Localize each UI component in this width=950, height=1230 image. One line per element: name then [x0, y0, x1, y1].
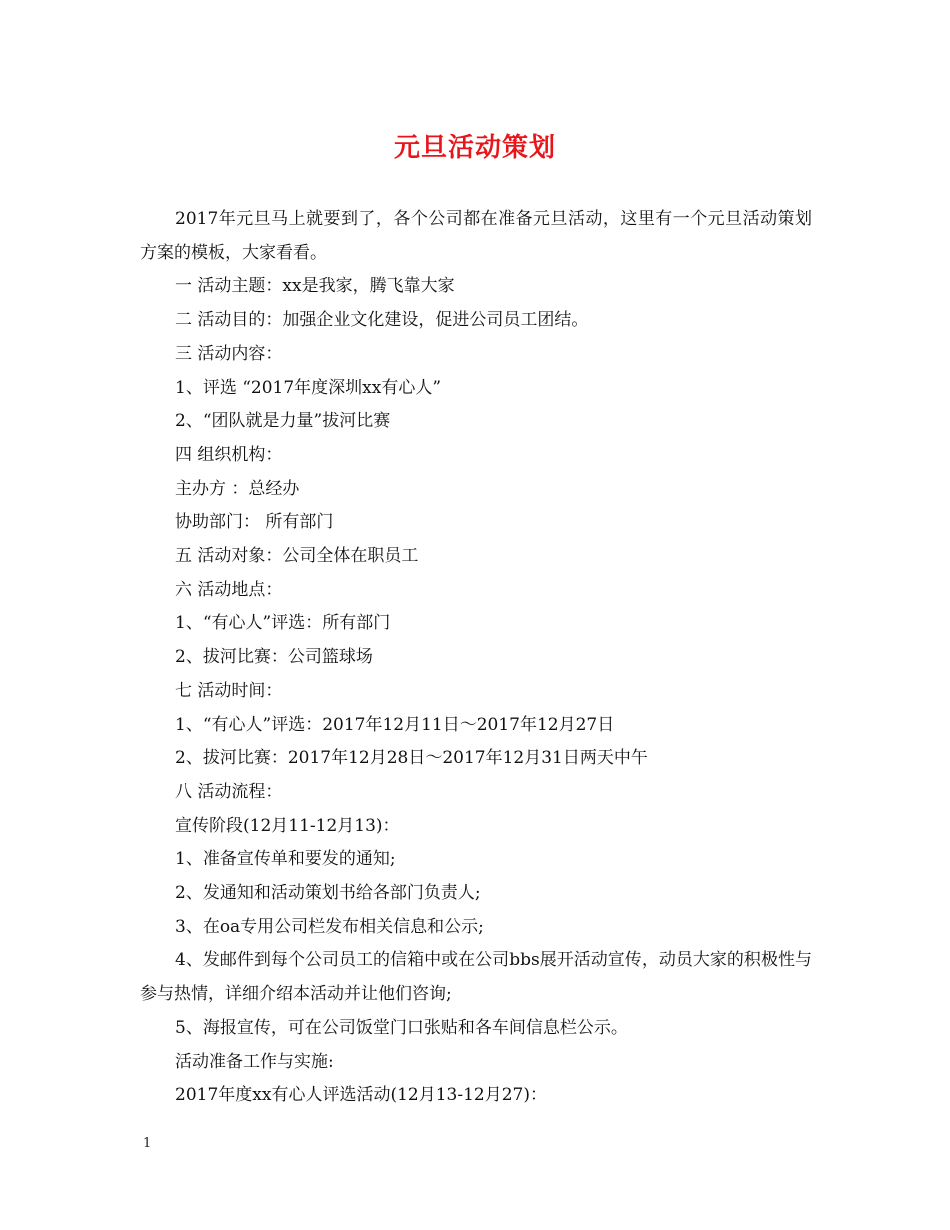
- section-process-heading: 八 活动流程：: [175, 781, 283, 802]
- page-number: 1: [143, 1136, 152, 1151]
- preparation-heading: 活动准备工作与实施:: [175, 1051, 334, 1072]
- document-body: [140, 203, 812, 1113]
- promotion-phase-heading: 宣传阶段(12月11-12月13)：: [175, 815, 400, 836]
- section-theme: 一 活动主题：xx是我家，腾飞靠大家: [175, 276, 455, 297]
- section-content-heading: 三 活动内容：: [175, 343, 283, 364]
- section-purpose: 二 活动目的：加强企业文化建设，促进公司员工团结。: [175, 310, 589, 331]
- time-item: 2、拔河比赛：2017年12月28日～2017年12月31日两天中午: [175, 748, 648, 769]
- promotion-step: 1、准备宣传单和要发的通知;: [175, 849, 396, 870]
- promotion-step: 2、发通知和活动策划书给各部门负责人;: [175, 883, 481, 904]
- selection-activity-heading: 2017年度xx有心人评选活动(12月13-12月27)：: [175, 1085, 547, 1106]
- content-item: 2、“团队就是力量”拔河比赛: [175, 411, 391, 432]
- intro-paragraph: 2017年元旦马上就要到了，各个公司都在准备元旦活动，这里有一个元旦活动策划方案的模板，大家看看。: [140, 209, 812, 263]
- section-location-heading: 六 活动地点：: [175, 579, 283, 600]
- section-organization-heading: 四 组织机构：: [175, 444, 283, 465]
- content-item: 1、评选 “2017年度深圳xx有心人”: [175, 377, 442, 398]
- section-time-heading: 七 活动时间：: [175, 680, 283, 701]
- location-item: 2、拔河比赛：公司篮球场: [175, 647, 373, 668]
- time-item: 1、“有心人”评选：2017年12月11日～2017年12月27日: [175, 714, 615, 735]
- section-audience: 五 活动对象：公司全体在职员工: [175, 546, 419, 567]
- location-item: 1、“有心人”评选：所有部门: [175, 613, 391, 634]
- organizer-line: 主办方 ：总经办: [175, 478, 300, 499]
- promotion-step: 3、在oa专用公司栏发布相关信息和公示;: [175, 916, 484, 937]
- assisting-department-line: 协助部门： 所有部门: [175, 512, 334, 533]
- document-title: 元旦活动策划: [393, 133, 556, 163]
- promotion-step: 5、海报宣传，可在公司饭堂门口张贴和各车间信息栏公示。: [175, 1017, 628, 1038]
- promotion-step: 4、发邮件到每个公司员工的信箱中或在公司bbs展开活动宣传，动员大家的积极性与参与热情，详细介绍本活动并让他们咨询;: [140, 950, 812, 1005]
